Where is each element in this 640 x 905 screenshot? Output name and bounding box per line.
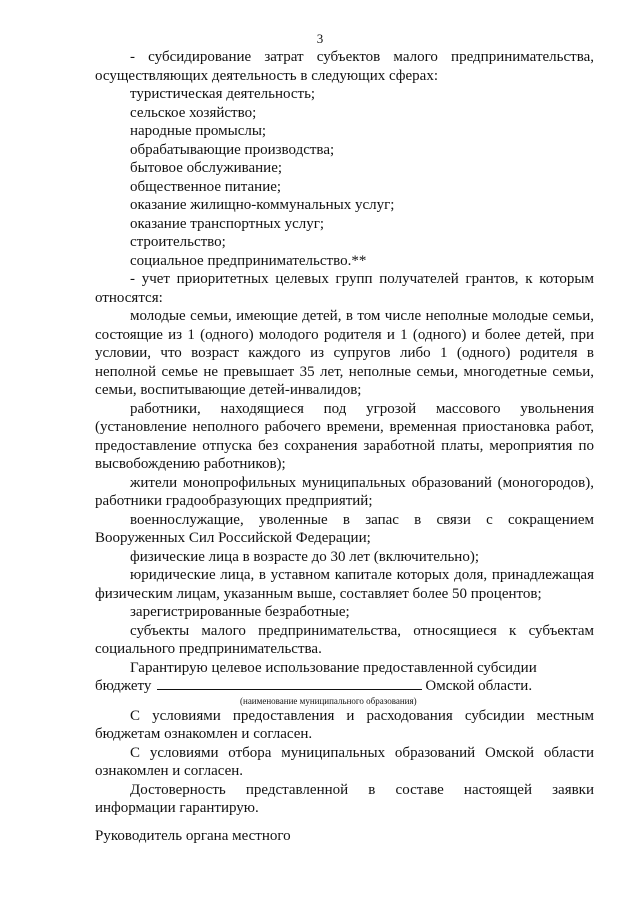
list-item: строительство; <box>130 234 226 250</box>
list-item: военнослужащие, уволенные в запас в связи с сокращением Вооруженных Сил Российской Федерации; <box>95 511 594 546</box>
list-item: физические лица в возрасте до 30 лет (включительно); <box>130 548 479 565</box>
page-number: 3 <box>316 31 324 46</box>
list-item: общественное питание; <box>130 178 282 195</box>
region-label: Омской области. <box>425 678 533 694</box>
list-item: оказание транспортных услуг; <box>130 215 325 232</box>
guarantee-budget-line <box>95 677 594 696</box>
groups-list <box>95 307 594 659</box>
spheres-list <box>95 85 594 270</box>
subsidy-intro: - субсидирование затрат субъектов малого предпринимательства, осуществляющих деятельность в следующих сферах: <box>95 49 594 84</box>
list-item: молодые семьи, имеющие детей, в том числе неполные молодые семьи, состоящие из 1 (одного) молодого родителя и 1 (одного) и более детей, при условии, что возраст каждого из супругов либо 1 (одного) родителя в неполной семье не превышает 35 лет, неполные семьи, многодетные семьи, семьи, воспитывающие детей-инвалидов; <box>95 308 594 398</box>
reliability-statement: Достоверность представленной в составе настоящей заявки информации гарантирую. <box>95 781 594 816</box>
list-item: жители монопрофильных муниципальных образований (моногородов), работники градообразующих предприятий; <box>95 474 594 509</box>
guarantee-section <box>95 659 594 707</box>
list-item: оказание жилищно-коммунальных услуг; <box>130 197 395 213</box>
guarantee-text: Гарантирую целевое использование предоставленной субсидии <box>130 659 537 676</box>
list-item: субъекты малого предпринимательства, относящиеся к субъектам социального предпринимательства. <box>95 622 594 657</box>
budget-label: бюджету <box>95 678 152 694</box>
conditions-selection: С условиями отбора муниципальных образований Омской области ознакомлен и согласен. <box>95 744 594 779</box>
municipality-blank-field <box>157 688 422 690</box>
list-item: социальное предпринимательство.** <box>130 252 367 269</box>
signature-label: Руководитель органа местного <box>95 828 291 844</box>
list-item: бытовое обслуживание; <box>130 160 283 176</box>
list-item: юридические лица, в уставном капитале которых доля, принадлежащая физическим лицам, указанным выше, составляет более 50 процентов; <box>95 567 594 602</box>
list-item: сельское хозяйство; <box>130 104 257 121</box>
priority-intro: - учет приоритетных целевых групп получателей грантов, к которым относятся: <box>95 271 594 306</box>
blank-caption: (наименование муниципального образования) <box>240 695 417 706</box>
conditions-subsidy: С условиями предоставления и расходования субсидии местным бюджетам ознакомлен и согласен. <box>95 707 594 742</box>
document-body <box>95 48 594 818</box>
list-item: работники, находящиеся под угрозой массового увольнения (установление неполного рабочего времени, временная приостановка работ, предоставление отпуска без сохранения заработной платы, мероприятия по высвобождению работников); <box>95 400 594 472</box>
list-item: туристическая деятельность; <box>130 86 316 102</box>
list-item: обрабатывающие производства; <box>130 141 335 158</box>
list-item: зарегистрированные безработные; <box>130 604 350 620</box>
list-item: народные промыслы; <box>130 123 267 139</box>
